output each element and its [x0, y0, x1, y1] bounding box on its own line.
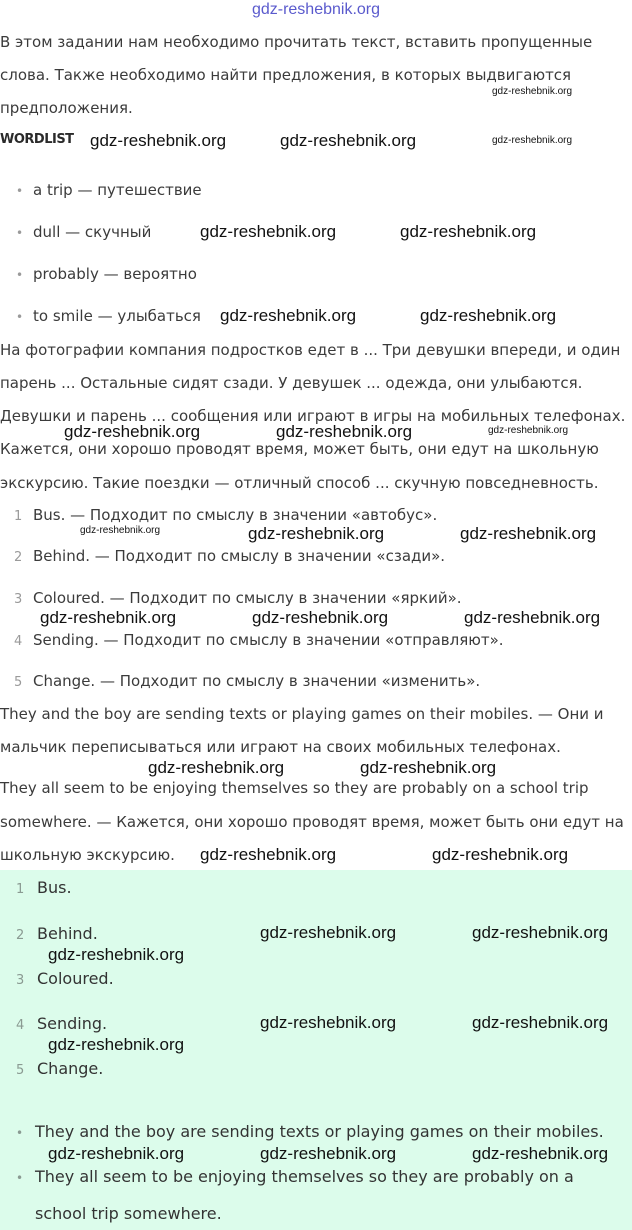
- answer-sentence: [16, 1122, 604, 1143]
- watermark: gdz-reshebnik.org: [280, 131, 417, 150]
- watermark: gdz-reshebnik.org: [472, 1013, 609, 1032]
- answer-word-text: Bus.: [37, 878, 72, 897]
- explanation-text: Coloured. — Подходит по смыслу в значении «яркий».: [33, 589, 462, 607]
- bullet-icon: •: [16, 184, 24, 198]
- watermark: gdz-reshebnik.org: [472, 1144, 609, 1163]
- item-number: 2: [16, 928, 25, 943]
- bullet-icon: •: [16, 268, 24, 282]
- site-watermark-header: gdz-reshebnik.org: [251, 1, 381, 18]
- explanation-text: Behind. — Подходит по смыслу в значении «сзади».: [33, 547, 446, 565]
- wordlist-heading: WORDLIST: [0, 132, 74, 147]
- wordlist-item: [16, 307, 201, 326]
- watermark: gdz-reshebnik.org: [472, 923, 609, 942]
- watermark: gdz-reshebnik.org: [492, 135, 573, 146]
- explanation-item: [14, 506, 437, 526]
- watermark: gdz-reshebnik.org: [488, 425, 569, 436]
- watermark: gdz-reshebnik.org: [460, 524, 597, 543]
- explanation-item: [14, 589, 462, 609]
- intro-line: слова. Также необходимо найти предложения, в которых выдвигаются: [0, 66, 572, 84]
- answer-word: [16, 1059, 103, 1080]
- wordlist-item-text: to smile — улыбаться: [33, 307, 201, 325]
- wordlist-item: [16, 223, 151, 242]
- explanation-text: Sending. — Подходит по смыслу в значении «отправляют».: [33, 631, 504, 649]
- watermark: gdz-reshebnik.org: [148, 758, 285, 777]
- answer-word-text: Coloured.: [37, 969, 114, 988]
- watermark: gdz-reshebnik.org: [48, 1035, 185, 1054]
- watermark: gdz-reshebnik.org: [90, 131, 227, 150]
- watermark: gdz-reshebnik.org: [248, 524, 385, 543]
- item-number: 1: [14, 509, 23, 524]
- translation-line: Кажется, они хорошо проводят время, может быть, они едут на школьную: [0, 440, 599, 458]
- wordlist-item: [16, 181, 202, 200]
- intro-line: предположения.: [0, 99, 133, 117]
- item-number: 4: [16, 1018, 25, 1033]
- explanation-item: [14, 631, 504, 651]
- item-number: 1: [16, 882, 25, 897]
- bullet-icon: •: [16, 1171, 24, 1185]
- item-number: 4: [14, 634, 23, 649]
- bullet-icon: •: [16, 310, 24, 324]
- intro-line: В этом задании нам необходимо прочитать текст, вставить пропущенные: [0, 33, 593, 51]
- explanation-text: Bus. — Подходит по смыслу в значении «автобус».: [33, 506, 438, 524]
- watermark: gdz-reshebnik.org: [40, 608, 177, 627]
- assumption-line: They and the boy are sending texts or playing games on their mobiles. — Они и: [0, 705, 604, 723]
- translation-line: На фотографии компания подростков едет в ... Три девушки впереди, и один: [0, 341, 621, 359]
- watermark: gdz-reshebnik.org: [200, 845, 337, 864]
- answer-sentence-continuation: school trip somewhere.: [35, 1204, 222, 1223]
- watermark: gdz-reshebnik.org: [432, 845, 569, 864]
- assumption-line: мальчик переписываться или играют на своих мобильных телефонах.: [0, 738, 561, 756]
- explanation-item: [14, 672, 480, 692]
- answer-word: [16, 924, 98, 945]
- watermark: gdz-reshebnik.org: [64, 422, 201, 441]
- watermark: gdz-reshebnik.org: [400, 222, 537, 241]
- watermark: gdz-reshebnik.org: [80, 525, 161, 536]
- watermark: gdz-reshebnik.org: [464, 608, 601, 627]
- bullet-icon: •: [16, 226, 24, 240]
- watermark: gdz-reshebnik.org: [200, 222, 337, 241]
- answer-word: [16, 1014, 107, 1035]
- watermark: gdz-reshebnik.org: [492, 86, 573, 97]
- translation-line: парень ... Остальные сидят сзади. У девушек ... одежда, они улыбаются.: [0, 374, 583, 392]
- wordlist-item-text: dull — скучный: [33, 223, 152, 241]
- wordlist-item-text: probably — вероятно: [33, 265, 197, 283]
- answer-word-text: Sending.: [37, 1014, 108, 1033]
- watermark: gdz-reshebnik.org: [220, 306, 357, 325]
- explanation-item: [14, 547, 445, 567]
- item-number: 5: [14, 675, 23, 690]
- assumption-line: somewhere. — Кажется, они хорошо проводят время, может быть они едут на: [0, 813, 624, 831]
- explanation-text: Change. — Подходит по смыслу в значении «изменить».: [33, 672, 481, 690]
- answer-sentence-text: They and the boy are sending texts or playing games on their mobiles.: [35, 1122, 604, 1141]
- translation-line: экскурсию. Такие поездки — отличный способ ... скучную повседневность.: [0, 474, 599, 492]
- answer-word-text: Change.: [37, 1059, 104, 1078]
- wordlist-item: [16, 265, 197, 284]
- answer-word: [16, 878, 72, 899]
- watermark: gdz-reshebnik.org: [260, 923, 397, 942]
- item-number: 2: [14, 550, 23, 565]
- watermark: gdz-reshebnik.org: [48, 1144, 185, 1163]
- answer-word: [16, 969, 114, 990]
- item-number: 3: [14, 592, 23, 607]
- item-number: 5: [16, 1063, 25, 1078]
- watermark: gdz-reshebnik.org: [260, 1013, 397, 1032]
- translation-line: Девушки и парень ... сообщения или играют в игры на мобильных телефонах.: [0, 407, 626, 425]
- answer-sentence-text: They all seem to be enjoying themselves so they are probably on a: [35, 1167, 574, 1186]
- assumption-line: школьную экскурсию.: [0, 846, 175, 864]
- watermark: gdz-reshebnik.org: [48, 945, 185, 964]
- watermark: gdz-reshebnik.org: [360, 758, 497, 777]
- watermark: gdz-reshebnik.org: [260, 1144, 397, 1163]
- watermark: gdz-reshebnik.org: [420, 306, 557, 325]
- wordlist-item-text: a trip — путешествие: [33, 181, 202, 199]
- bullet-icon: •: [16, 1126, 24, 1140]
- answer-word-text: Behind.: [37, 924, 98, 943]
- assumption-line: They all seem to be enjoying themselves so they are probably on a school trip: [0, 779, 589, 797]
- item-number: 3: [16, 973, 25, 988]
- watermark: gdz-reshebnik.org: [276, 422, 413, 441]
- answer-sentence: [16, 1167, 574, 1188]
- watermark: gdz-reshebnik.org: [252, 608, 389, 627]
